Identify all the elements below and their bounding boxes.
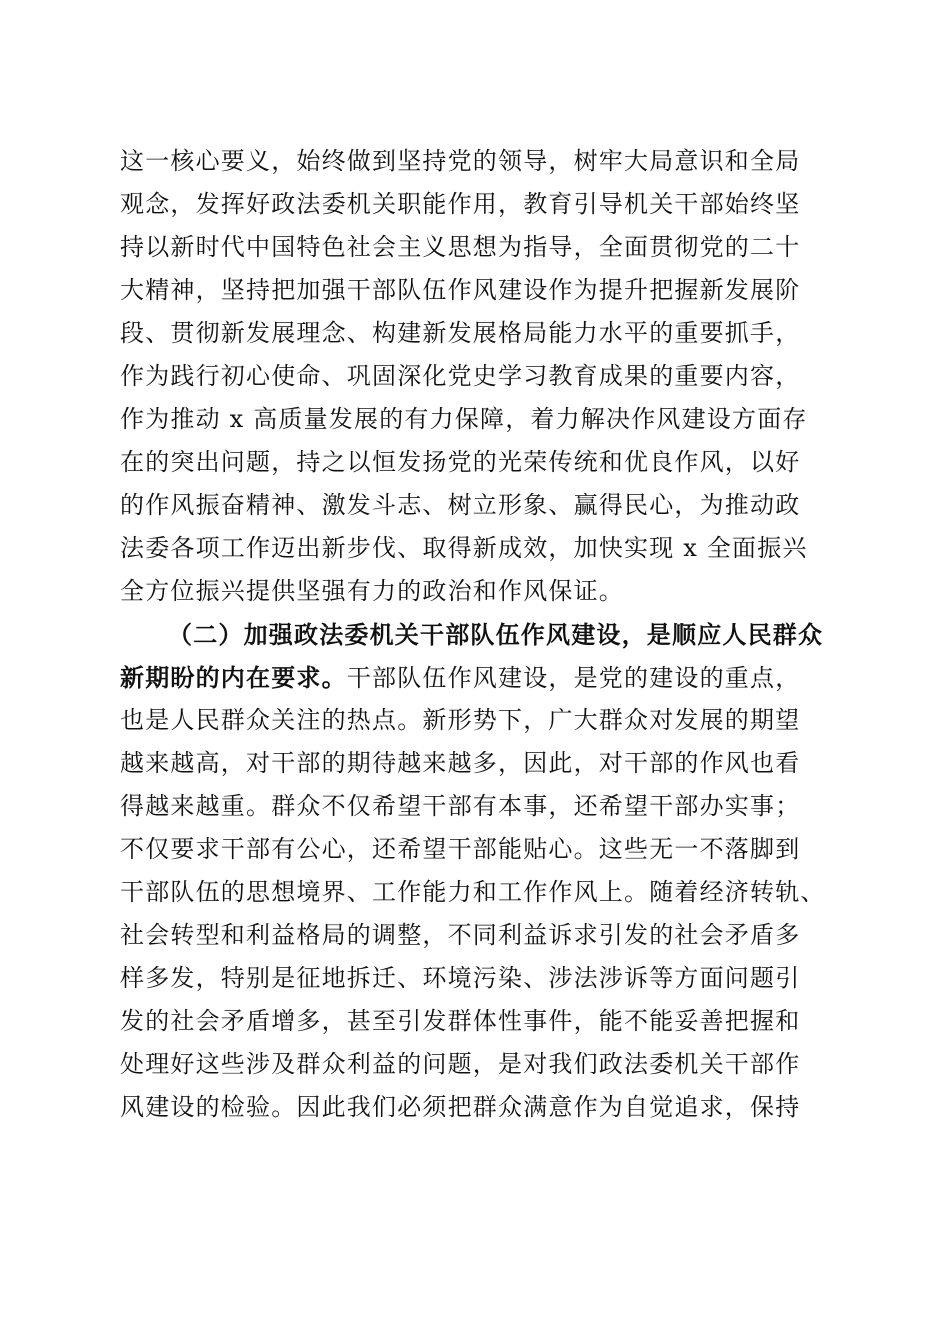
text-line: 的作风振奋精神、激发斗志、树立形象、赢得民心，为推动政 <box>120 491 801 519</box>
text-line: 在的突出问题，持之以恒发扬党的光荣传统和优良作风，以好 <box>120 448 801 476</box>
text-line: 作为践行初心使命、巩固深化党史学习教育成果的重要内容， <box>120 362 801 390</box>
text-line: 这一核心要义，始终做到坚持党的领导，树牢大局意识和全局 <box>120 147 801 175</box>
section-heading-end: 新期盼的内在要求。 <box>120 663 347 692</box>
text-line: 持以新时代中国特色社会主义思想为指导，全面贯彻党的二十 <box>120 233 801 261</box>
text-line: 越来越高，对干部的期待越来越多，因此，对干部的作风也看 <box>120 749 801 777</box>
text-line: 段、贯彻新发展理念、构建新发展格局能力水平的重要抓手， <box>120 319 801 347</box>
mixed-line <box>120 656 840 699</box>
text-line: 全方位振兴提供坚强有力的政治和作风保证。 <box>120 577 624 605</box>
section-body-start: 干部队伍作风建设，是党的建设的重点， <box>346 664 801 692</box>
text-line: 处理好这些涉及群众利益的问题，是对我们政法委机关干部作 <box>120 1050 801 1078</box>
text-line: 风建设的检验。因此我们必须把群众满意作为自觉追求，保持 <box>120 1093 801 1121</box>
text-line: 样多发，特别是征地拆迁、环境污染、涉法涉诉等方面问题引 <box>120 964 801 992</box>
text-line: 干部队伍的思想境界、工作能力和工作作风上。随着经济转轨、 <box>120 878 826 906</box>
text-line: 得越来越重。群众不仅希望干部有本事，还希望干部办实事； <box>120 792 801 820</box>
text-line: 不仅要求干部有公心，还希望干部能贴心。这些无一不落脚到 <box>120 835 801 863</box>
body-text <box>120 140 840 1129</box>
text-line: 也是人民群众关注的热点。新形势下，广大群众对发展的期望 <box>120 706 801 734</box>
text-line: 作为推动 x 高质量发展的有力保障，着力解决作风建设方面存 <box>120 405 808 433</box>
section-heading-line: （二）加强政法委机关干部队伍作风建设，是顺应人民群众 <box>168 620 824 649</box>
text-line: 大精神，坚持把加强干部队伍作风建设作为提升把握新发展阶 <box>120 276 801 304</box>
text-line: 发的社会矛盾增多，甚至引发群体性事件，能不能妥善把握和 <box>120 1007 801 1035</box>
text-line: 法委各项工作迈出新步伐、取得新成效，加快实现 x 全面振兴 <box>120 534 808 562</box>
text-line: 观念，发挥好政法委机关职能作用，教育引导机关干部始终坚 <box>120 190 801 218</box>
text-line: 社会转型和利益格局的调整，不同利益诉求引发的社会矛盾多 <box>120 921 801 949</box>
